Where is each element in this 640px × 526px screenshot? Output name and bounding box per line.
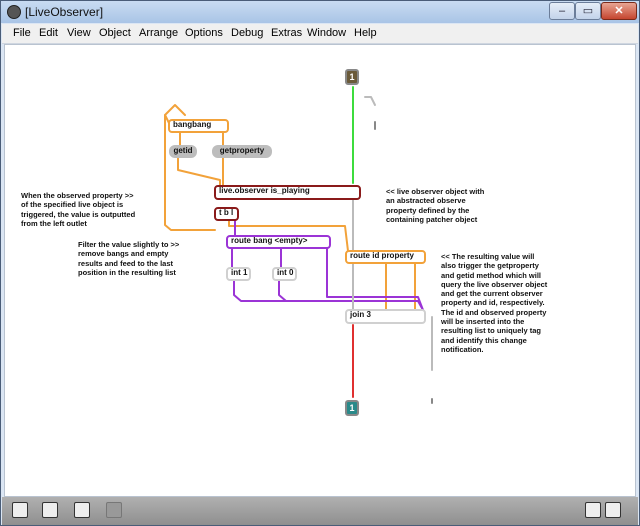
minimize-button[interactable]: –	[549, 2, 575, 20]
menu-options[interactable]: Options	[185, 27, 223, 39]
lock-edit-icon[interactable]	[12, 502, 28, 518]
menu-window[interactable]: Window	[307, 27, 347, 39]
split-horizontal-icon[interactable]	[585, 502, 601, 518]
patcher-canvas[interactable]	[4, 44, 636, 497]
patch-inlet[interactable]: 1	[345, 69, 359, 85]
grid-icon[interactable]	[74, 502, 90, 518]
split-vertical-icon[interactable]	[605, 502, 621, 518]
patch-outlet[interactable]: 1	[345, 400, 359, 416]
comment-triggered: When the observed property >> of the specified live object is triggered, the value is outputted from the left outlet	[21, 191, 136, 228]
comment-filter: Filter the value slightly to >> remove bangs and empty results and feed to the last position in the resulting list	[78, 240, 180, 277]
window-title: [LiveObserver]	[25, 5, 104, 19]
trigger-object[interactable]: t b l	[214, 207, 239, 221]
bangbang-object[interactable]: bangbang	[168, 119, 229, 133]
presentation-icon[interactable]	[42, 502, 58, 518]
menu-file[interactable]: File	[13, 27, 31, 39]
getproperty-message[interactable]: getproperty	[212, 145, 272, 158]
menu-extras[interactable]: Extras	[271, 27, 303, 39]
getid-message[interactable]: getid	[169, 145, 197, 158]
int-0-object[interactable]: int 0	[272, 267, 297, 281]
close-button[interactable]: ✕	[601, 2, 637, 20]
patch-cord[interactable]	[234, 280, 423, 310]
menu-view[interactable]: View	[67, 27, 91, 39]
menu-bar	[2, 24, 638, 44]
live-observer-object[interactable]: live.observer is_playing	[214, 185, 361, 200]
maximize-button[interactable]: ▭	[575, 2, 601, 20]
menu-edit[interactable]: Edit	[39, 27, 58, 39]
menu-debug[interactable]: Debug	[231, 27, 264, 39]
int-1-object[interactable]: int 1	[226, 267, 251, 281]
menu-arrange[interactable]: Arrange	[139, 27, 179, 39]
comment-resulting: << The resulting value will also trigger the getproperty and getid method which will query the live observer object and get the current observer property and id, respectively. The id and observed property will be inserted into the resulting list to uniquely tag and identify this change notification.	[441, 252, 548, 354]
route-id-property-object[interactable]: route id property	[345, 250, 426, 264]
title-bar	[1, 1, 639, 23]
join-3-object[interactable]: join 3	[345, 309, 426, 324]
comment-observer: << live observer object with an abstracted observe property defined by the containing patcher object	[386, 187, 485, 224]
patch-cord[interactable]	[165, 105, 185, 115]
bottom-toolbar	[2, 497, 638, 525]
new-object-icon[interactable]	[106, 502, 122, 518]
patch-cord[interactable]	[178, 158, 220, 186]
max-app-icon	[7, 5, 21, 19]
route-bang-object[interactable]: route bang <empty>	[226, 235, 331, 249]
patch-cord[interactable]	[365, 97, 375, 105]
menu-help[interactable]: Help	[354, 27, 377, 39]
menu-object[interactable]: Object	[99, 27, 131, 39]
